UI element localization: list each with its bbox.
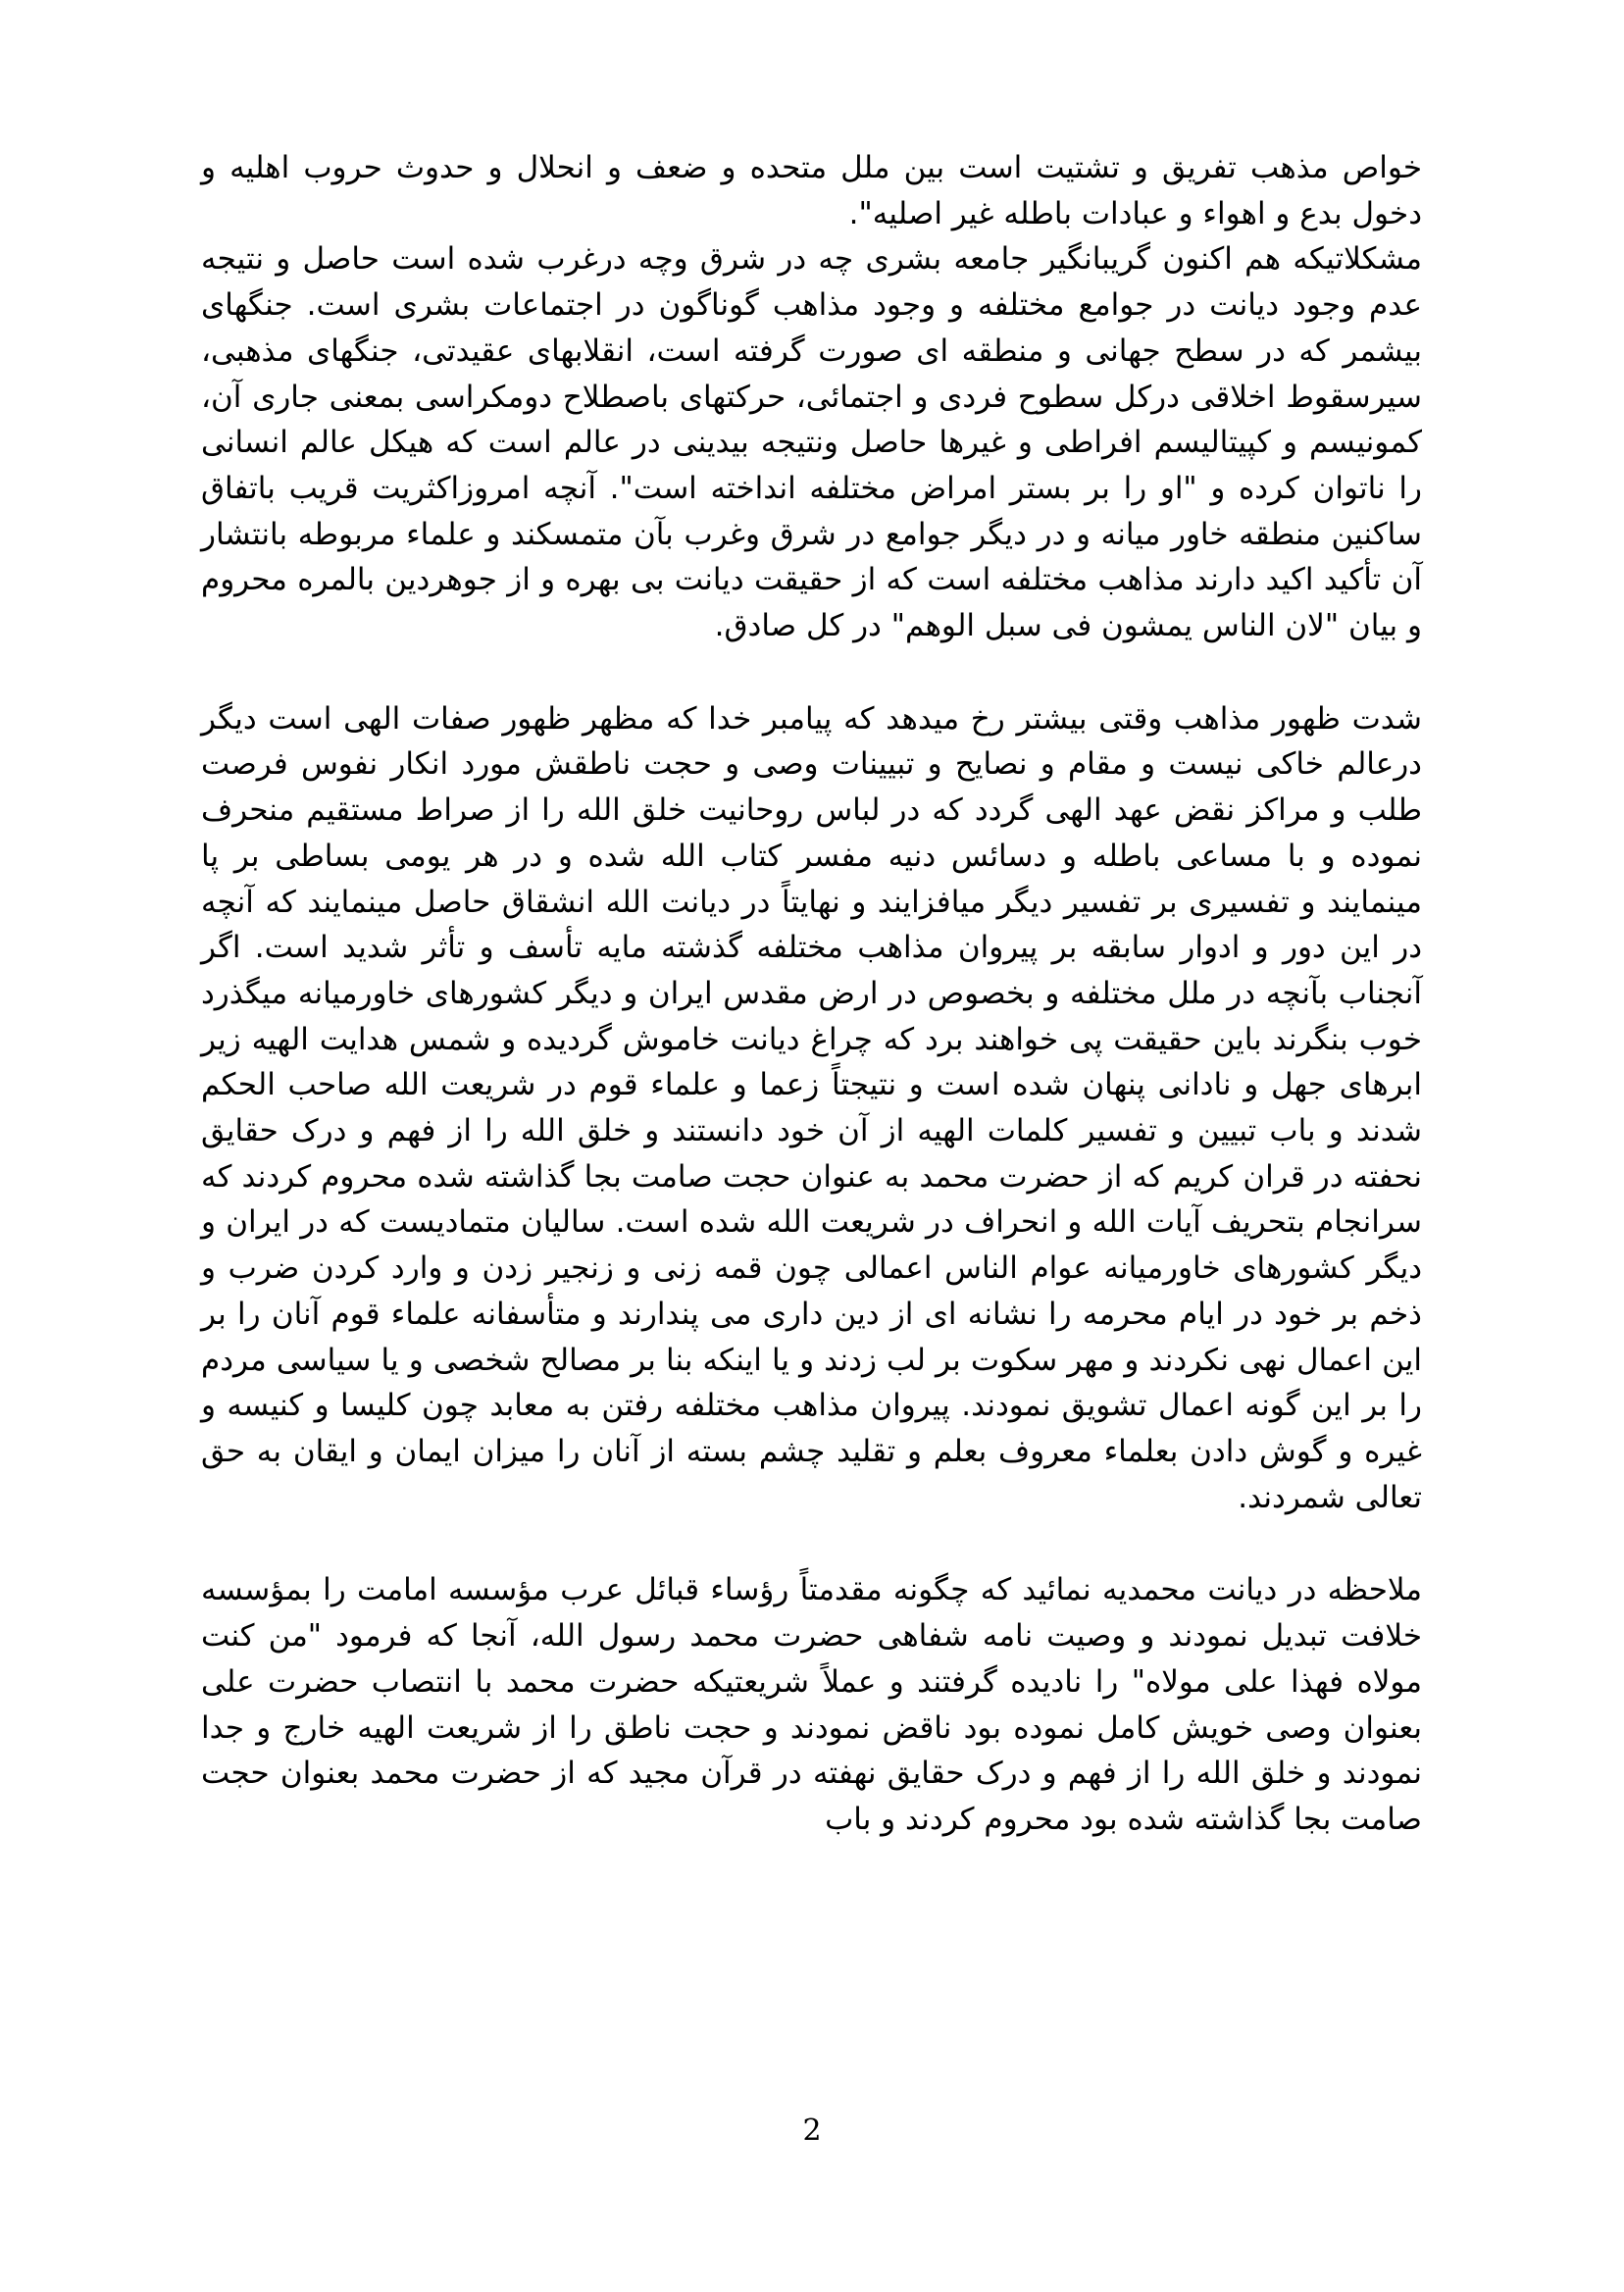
page-number: 2 xyxy=(802,2114,822,2148)
page-body xyxy=(201,145,1422,1843)
paragraph-spacer xyxy=(201,1520,1422,1567)
paragraph-3: شدت ظهور مذاهب وقتی بیشتر رخ میدهد که پیامبر خدا که مظهر ظهور صفات الهی است دیگر درعالم خاکی نیست و مقام و نصایح و تبیینات وصی و حجت ناطقش مورد انکار نفوس فرصت طلب و مراکز نقض عهد الهی گردد که در لباس روحانیت خلق الله را از صراط مستقیم منحرف نموده و با مساعی باطله و دسائس دنیه مفسر کتاب الله شده و در هر یومی بساطی بر پا مینمایند و تفسیری بر تفسیر دیگر میافزایند و نهایتاً در دیانت الله انشقاق حاصل مینمایند که آنچه در این دور و ادوار سابقه بر پیروان مذاهب مختلفه گذشته مایه تأسف و تأثر شدید است. اگر آنجناب بآنچه در ملل مختلفه و بخصوص در ارض مقدس ایران و دیگر کشورهای خاورمیانه میگذرد خوب بنگرند باین حقیقت پی خواهند برد که چراغ دیانت خاموش گردیده و شمس هدایت الهیه زیر ابرهای جهل و نادانی پنهان شده است و نتیجتاً زعما و علماء قوم در شریعت الله صاحب الحکم شدند و باب تبیین و تفسیر کلمات الهیه از آن خود دانستند و خلق الله را از فهم و درک حقایق نحفته در قران کریم که از حضرت محمد به عنوان حجت صامت بجا گذاشته شده محروم کردند که سرانجام بتحریف آیات الله و انحراف در شریعت الله شده است. سالیان متمادیست که در ایران و دیگر کشورهای خاورمیانه عوام الناس اعمالی چون قمه زنی و زنجیر زدن و وارد کردن ضرب و ذخم بر خود در ایام محرمه را نشانه ای از دین داری می پندارند و متأسفانه علماء قوم آنان را بر این اعمال نهی نکردند و مهر سکوت بر لب زدند و یا اینکه بنا بر مصالح شخصی و یا سیاسی مردم را بر این گونه اعمال تشویق نمودند. پیروان مذاهب مختلفه رفتن به معابد چون کلیسا و کنیسه و غیره و گوش دادن بعلماء معروف بعلم و تقلید چشم بسته از آنان را میزان ایمان و ایقان به حق تعالی شمردند. xyxy=(201,700,1422,1515)
paragraph-2: مشکلاتیکه هم اکنون گریبانگیر جامعه بشری چه در شرق وچه درغرب شده است حاصل و نتیجه عدم وجود دیانت در جوامع مختلفه و وجود مذاهب گوناگون در اجتماعات بشری است. جنگهای بیشمر که در سطح جهانی و منطقه ای صورت گرفته است، انقلابهای عقیدتی، جنگهای مذهبی، سیرسقوط اخلاقی درکل سطوح فردی و اجتمائی، حرکتهای باصطلاح دومکراسی بمعنی جاری آن، کمونیسم و کپیتالیسم افراطی و غیرها حاصل ونتیجه بیدینی در عالم است که هیکل عالم انسانی را ناتوان کرده و "او را بر بستر امراض مختلفه انداخته است". آنچه امروزاکثریت قریب باتفاق ساکنین منطقه خاور میانه و در دیگر جوامع در شرق وغرب بآن متمسکند و علماء مربوطه بانتشار آن تأکید اکید دارند مذاهب مختلفه است که از حقیقت دیانت بی بهره و از جوهردین بالمره محروم و بیان "لان الناس یمشون فی سبل الوهم" در کل صادق. xyxy=(201,241,1422,644)
paragraph-spacer xyxy=(201,649,1422,696)
paragraph-1: خواص مذهب تفریق و تشتیت است بین ملل متحده و ضعف و انحلال و حدوث حروب اهلیه و دخول بدع و اهواء و عبادات باطله غیر اصلیه". xyxy=(201,150,1422,231)
paragraph-4: ملاحظه در دیانت محمدیه نمائید که چگونه مقدمتاً رؤساء قبائل عرب مؤسسه امامت را بمؤسسه خلافت تبدیل نمودند و وصیت نامه شفاهی حضرت محمد رسول الله، آنجا که فرمود "من کنت مولاه فهذا علی مولاه" را نادیده گرفتند و عملاً شریعتیکه حضرت محمد با انتصاب حضرت علی بعنوان وصی خویش کامل نموده بود ناقض نمودند و حجت ناطق را از شریعت الهیه خارج و جدا نمودند و خلق الله را از فهم و درک حقایق نهفته در قرآن مجید که از حضرت محمد بعنوان حجت صامت بجا گذاشته شده بود محروم کردند و باب xyxy=(201,1572,1422,1837)
